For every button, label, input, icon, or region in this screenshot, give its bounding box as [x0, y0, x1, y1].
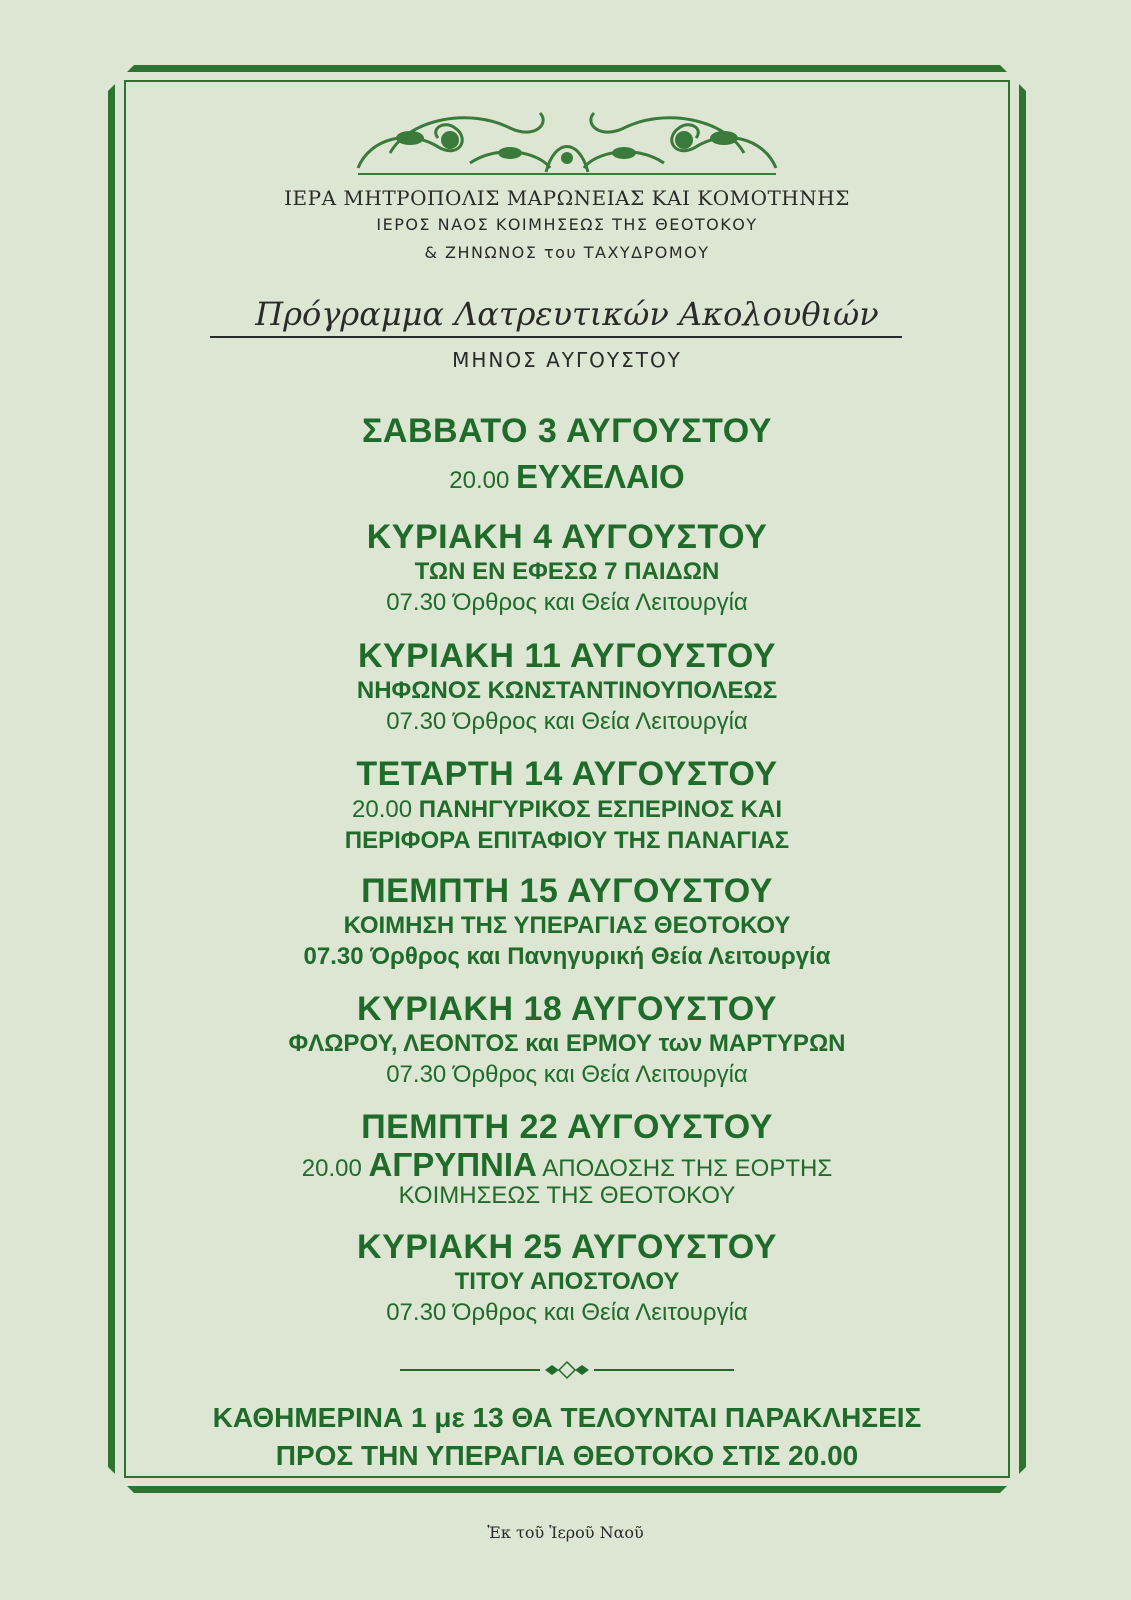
entry-service-2: ΠΕΡΙΦΟΡΑ ΕΠΙΤΑΦΙΟΥ ΤΗΣ ΠΑΝΑΓΙΑΣ — [344, 827, 790, 854]
signature: Ἐκ τοῦ Ἱεροῦ Ναοῦ — [487, 1523, 644, 1542]
title-underline — [210, 336, 902, 338]
entry-time: 20.00 — [449, 467, 510, 494]
metropolis-name: ΙΕΡΑ ΜΗΤΡΟΠΟΛΙΣ ΜΑΡΩΝΕΙΑΣ ΚΑΙ ΚΟΜΟΤΗΝΗΣ — [284, 186, 850, 210]
entry-day: ΠΕΜΠΤΗ 15 ΑΥΓΟΥΣΤΟΥ — [361, 872, 773, 910]
entry-day: ΚΥΡΙΑΚΗ 4 ΑΥΓΟΥΣΤΟΥ — [366, 518, 768, 556]
entry-service: ΕΥΧΕΛΑΙΟ — [516, 458, 685, 495]
entry-day: ΣΑΒΒΑΤΟ 3 ΑΥΓΟΥΣΤΟΥ — [362, 412, 772, 450]
entry-line: 07.30 Όρθρος και Θεία Λειτουργία — [386, 708, 748, 735]
entry-day: ΤΕΤΑΡΤΗ 14 ΑΥΓΟΥΣΤΟΥ — [356, 755, 778, 793]
church-name: ΙΕΡΟΣ ΝΑΟΣ ΚΟΙΜΗΣΕΩΣ ΤΗΣ ΘΕΟΤΟΚΟΥ — [376, 215, 758, 234]
entry-day: ΚΥΡΙΑΚΗ 18 ΑΥΓΟΥΣΤΟΥ — [357, 990, 777, 1028]
floral-ornament-icon — [350, 98, 784, 178]
closing-line-2: ΠΡΟΣ ΤΗΝ ΥΠΕΡΑΓΙΑ ΘΕΟΤΟΚΟ ΣΤΙΣ 20.00 — [275, 1440, 859, 1471]
entry-feast: ΤΩΝ ΕΝ ΕΦΕΣΩ 7 ΠΑΙΔΩΝ — [414, 558, 720, 585]
entry-line — [130, 458, 1004, 496]
month-label: ΜΗΝΟΣ ΑΥΓΟΥΣΤΟΥ — [452, 348, 682, 372]
entry-day: ΚΥΡΙΑΚΗ 25 ΑΥΓΟΥΣΤΟΥ — [357, 1228, 777, 1266]
entry-service: ΑΓΡΥΠΝΙΑ — [368, 1146, 537, 1183]
entry-service: ΠΑΝΗΓΥΡΙΚΟΣ ΕΣΠΕΡΙΝΟΣ ΚΑΙ — [418, 796, 782, 823]
entry-time: 20.00 — [352, 796, 413, 823]
divider-ornament-icon — [400, 1360, 734, 1380]
entry-line — [130, 1146, 1004, 1184]
entry-feast: ΦΛΩΡΟΥ, ΛΕΟΝΤΟΣ και ΕΡΜΟΥ των ΜΑΡΤΥΡΩΝ — [288, 1030, 846, 1057]
entry-line: 07.30 Όρθρος και Θεία Λειτουργία — [386, 1061, 748, 1088]
entry-line: 07.30 Όρθρος και Θεία Λειτουργία — [386, 589, 748, 616]
entry-line: 07.30 Όρθρος και Θεία Λειτουργία — [386, 1299, 748, 1326]
entry-time: 20.00 — [301, 1155, 362, 1182]
entry-line — [130, 796, 1004, 824]
entry-feast: ΝΗΦΩΝΟΣ ΚΩΝΣΤΑΝΤΙΝΟΥΠΟΛΕΩΣ — [356, 677, 778, 704]
closing-line-1: ΚΑΘΗΜΕΡΙΝΑ 1 με 13 ΘΑ ΤΕΛΟΥΝΤΑΙ ΠΑΡΑΚΛΗΣΕΙΣ — [212, 1402, 922, 1433]
entry-line-2: ΚΟΙΜΗΣΕΩΣ ΤΗΣ ΘΕΟΤΟΚΟΥ — [398, 1182, 736, 1209]
entry-line: 07.30 Όρθρος και Πανηγυρική Θεία Λειτουργία — [303, 943, 831, 970]
church-name-2: & ΖΗΝΩΝΟΣ του ΤΑΧΥΔΡΟΜΟΥ — [424, 243, 710, 262]
entry-feast: ΤΙΤΟΥ ΑΠΟΣΤΟΛΟΥ — [454, 1268, 680, 1295]
page-title: Πρόγραμμα Λατρευτικών Ακολουθιών — [255, 295, 879, 333]
entry-service-rest: ΑΠΟΔΟΣΗΣ ΤΗΣ ΕΟΡΤΗΣ — [542, 1155, 833, 1182]
poster-content — [130, 90, 1004, 1480]
entry-day: ΚΥΡΙΑΚΗ 11 ΑΥΓΟΥΣΤΟΥ — [357, 637, 777, 675]
entry-day: ΠΕΜΠΤΗ 22 ΑΥΓΟΥΣΤΟΥ — [361, 1108, 773, 1146]
entry-feast: ΚΟΙΜΗΣΗ ΤΗΣ ΥΠΕΡΑΓΙΑΣ ΘΕΟΤΟΚΟΥ — [343, 912, 791, 939]
